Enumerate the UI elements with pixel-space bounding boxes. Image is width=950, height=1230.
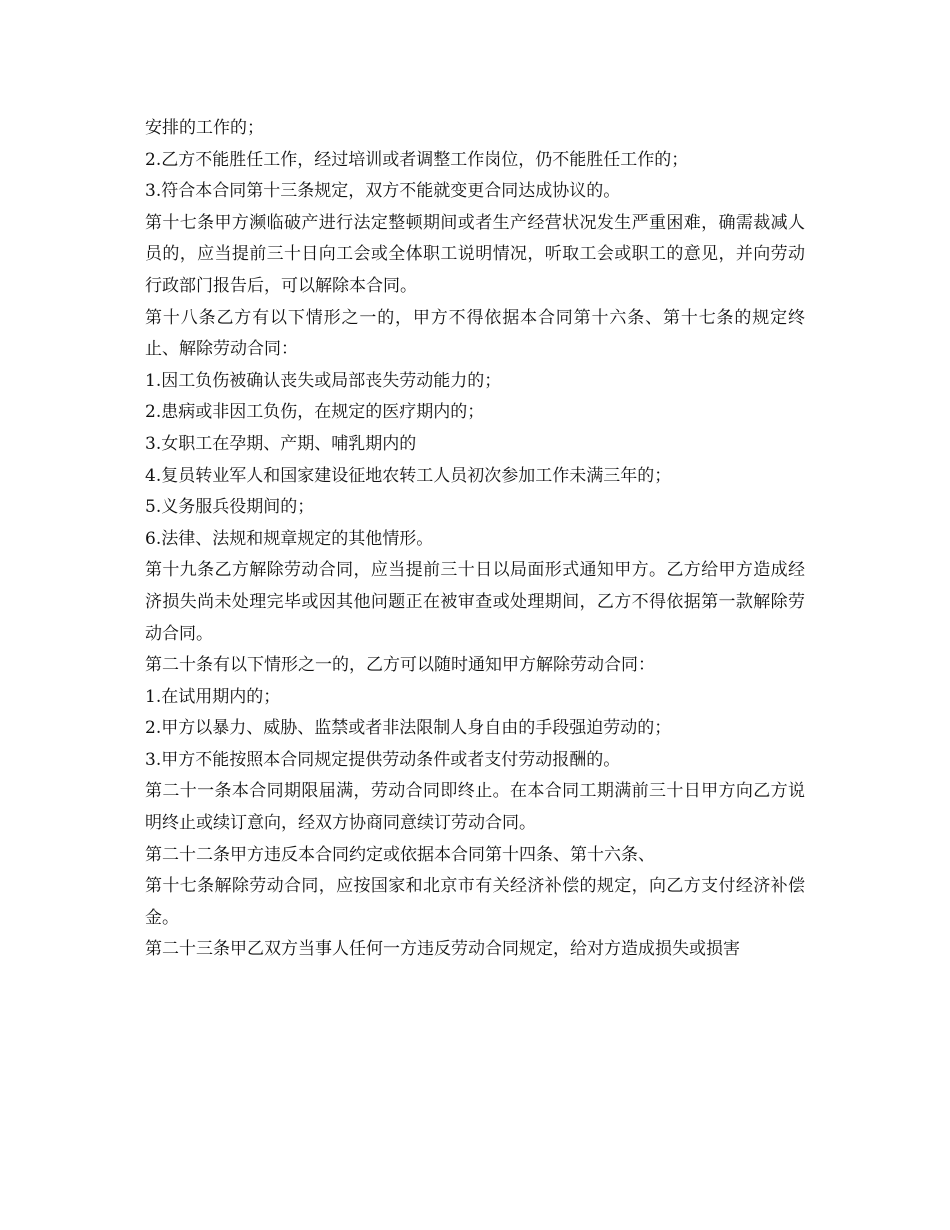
paragraph-4: 第十七条甲方濒临破产进行法定整顿期间或者生产经营状况发生严重困难，确需裁减人员的，应当提前三十日向工会或全体职工说明情况，听取工会或职工的意见，并向劳动行政部门报告后，可以解除本合同。: [145, 212, 805, 296]
paragraph-10: 5.义务服兵役期间的；: [145, 497, 315, 518]
paragraph-2: 2.乙方不能胜任工作，经过培训或者调整工作岗位，仍不能胜任工作的；: [145, 149, 689, 170]
document-page: [145, 113, 805, 966]
paragraph-1: 安排的工作的；: [145, 118, 264, 138]
paragraph-6: 1.因工负伤被确认丧失或局部丧失劳动能力的；: [145, 370, 502, 391]
paragraph-19: 第十七条解除劳动合同，应按国家和北京市有关经济补偿的规定，向乙方支付经济补偿金。: [145, 876, 805, 928]
paragraph-8: 3.女职工在孕期、产期、哺乳期内的: [145, 433, 417, 454]
paragraph-12: 第十九条乙方解除劳动合同，应当提前三十日以局面形式通知甲方。乙方给甲方造成经济损失尚未处理完毕或因其他问题正在被审查或处理期间，乙方不得依据第一款解除劳动合同。: [145, 560, 805, 644]
paragraph-5: 第十八条乙方有以下情形之一的，甲方不得依据本合同第十六条、第十七条的规定终止、解除劳动合同：: [145, 307, 805, 360]
paragraph-18: 第二十二条甲方违反本合同约定或依据本合同第十四条、第十六条、: [145, 844, 655, 865]
paragraph-17: 第二十一条本合同期限届满，劳动合同即终止。在本合同工期满前三十日甲方向乙方说明终止或续订意向，经双方协商同意续订劳动合同。: [145, 781, 805, 834]
paragraph-16: 3.甲方不能按照本合同规定提供劳动条件或者支付劳动报酬的。: [145, 749, 621, 770]
paragraph-14: 1.在试用期内的；: [145, 686, 281, 707]
paragraph-7: 2.患病或非因工负伤，在规定的医疗期内的；: [145, 402, 485, 423]
paragraph-11: 6.法律、法规和规章规定的其他情形。: [145, 528, 434, 549]
paragraph-9: 4.复员转业军人和国家建设征地农转工人员初次参加工作未满三年的；: [145, 465, 672, 486]
paragraph-15: 2.甲方以暴力、威胁、监禁或者非法限制人身自由的手段强迫劳动的；: [145, 718, 672, 739]
paragraph-3: 3.符合本合同第十三条规定，双方不能就变更合同达成协议的。: [145, 181, 621, 202]
paragraph-13: 第二十条有以下情形之一的，乙方可以随时通知甲方解除劳动合同：: [145, 655, 655, 676]
paragraph-20: 第二十三条甲乙双方当事人任何一方违反劳动合同规定，给对方造成损失或损害: [145, 939, 740, 960]
